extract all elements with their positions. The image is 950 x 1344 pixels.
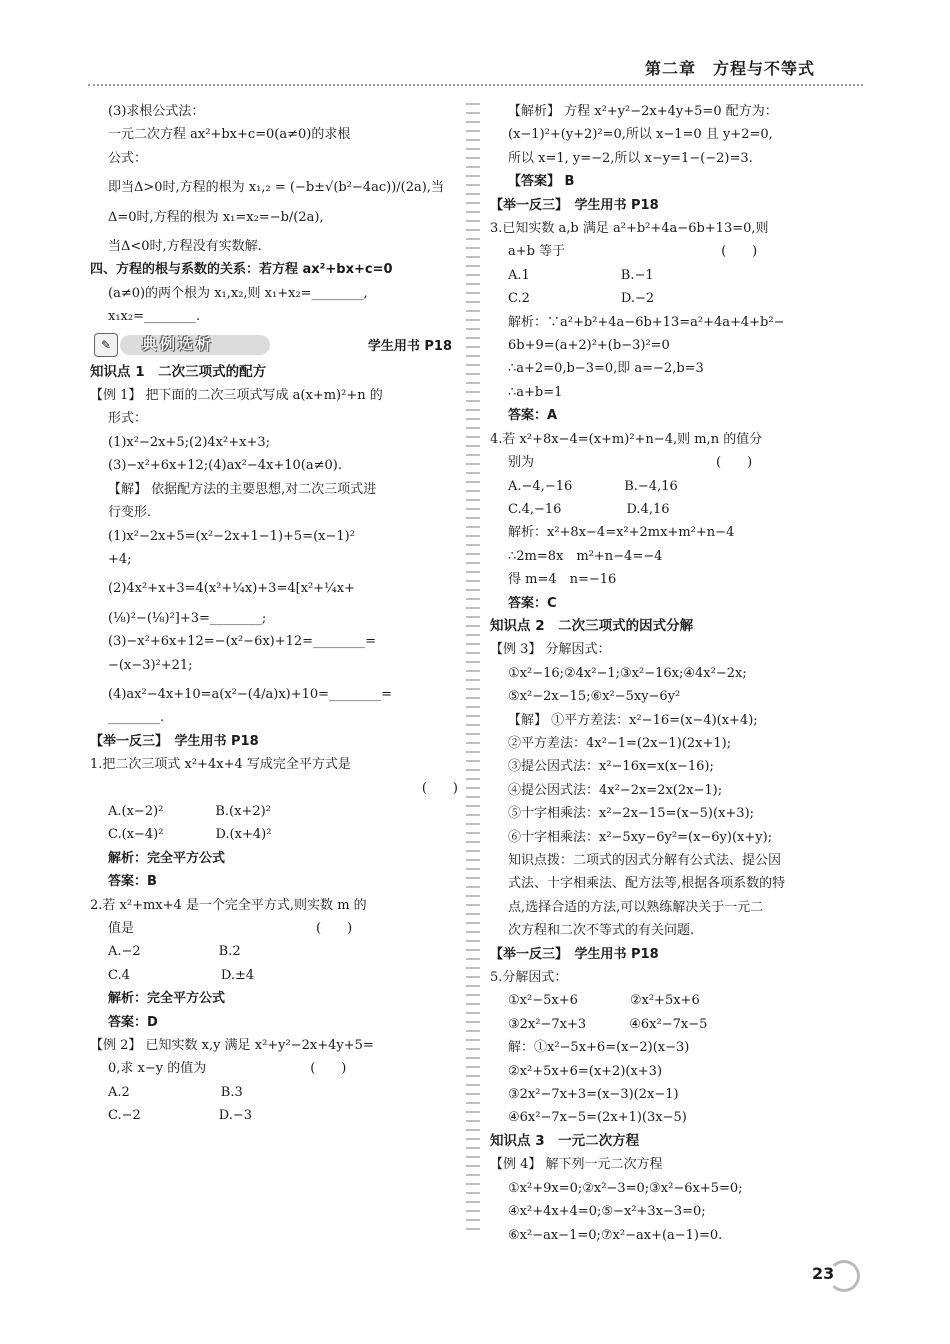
text-line: (3)求根公式法： [108, 104, 205, 119]
knowledge-point-heading: 知识点 1 二次三项式的配方 [90, 363, 267, 380]
text-line: (4)ax²−4x+10=a(x²−(4/a)x)+10=________= [108, 686, 392, 702]
chapter-header: 第二章 方程与不等式 [645, 59, 816, 78]
text-line: (3)−x²+6x+12=−(x²−6x)+12=________= [108, 634, 376, 650]
example-line: ①x²+9x=0;②x²−3=0;③x²−6x+5=0; [508, 1180, 743, 1196]
solution-line: 解：①x²−5x+6=(x−2)(x−3) [508, 1040, 690, 1056]
knowledge-point-heading: 知识点 3 一元二次方程 [490, 1132, 640, 1149]
banner-title: 典例选析 [142, 334, 215, 353]
example-line: 【例 2】 已知实数 x,y 满足 x²+y²−2x+4y+5= [90, 1038, 374, 1054]
option-line: C.−2 D.−3 [108, 1108, 253, 1124]
analysis-line: 解析：完全平方公式 [108, 991, 226, 1007]
example-line: 【例 3】 分解因式： [490, 642, 611, 658]
analysis-line: 解析：x²+8x−4=x²+2mx+m²+n−4 [508, 525, 735, 541]
option-line: C.2 D.−2 [508, 291, 655, 307]
text-line: (1)x²−2x+5=(x²−2x+1−1)+5=(x−1)² [108, 528, 355, 544]
answer-line: 答案：A [508, 408, 558, 424]
question-line: ①x²−5x+6 ②x²+5x+6 [508, 993, 700, 1009]
answer-bracket: ( ) [421, 780, 458, 796]
text-line: 【解】 依据配方法的主要思想,对二次三项式进 [108, 481, 377, 497]
right-column [490, 100, 858, 1247]
solution-line: ③提公因式法：x²−16x=x(x−16); [508, 759, 714, 775]
text-line: 【例 1】 把下面的二次三项式写成 a(x+m)²+n 的 [90, 388, 383, 404]
answer-line: 【答案】 B [508, 174, 575, 190]
text-line: 公式： [108, 150, 148, 166]
analysis-line: 解析：∵a²+b²+4a−6b+13=a²+4a+4+b²− [508, 314, 785, 330]
pencil-icon: ✎ [94, 333, 118, 357]
page-number [812, 1260, 856, 1288]
answer-line: 答案：B [108, 874, 157, 890]
text-line: ________. [108, 710, 165, 726]
tip-line: 式法、十字相乘法、配方法等,根据各项系数的特 [508, 876, 786, 892]
example-line: ④x²+4x+4=0;⑤−x²+3x−3=0; [508, 1204, 706, 1220]
tip-line: 次方程和二次不等式的有关问题. [508, 923, 695, 939]
page-number-text: 23 [812, 1264, 835, 1283]
example-line: 0,求 x−y 的值为 ( ) [108, 1061, 347, 1077]
analysis-line: ∴a+2=0,b−3=0,即 a=−2,b=3 [508, 361, 704, 377]
solution-line: ③2x²−7x+3=(x−3)(2x−1) [508, 1087, 679, 1103]
text-line: Δ=0时,方程的根为 x₁=x₂=−b/(2a), [108, 209, 324, 225]
option-line: A.(x−2)² B.(x+2)² [108, 803, 271, 819]
header-rule [88, 84, 863, 86]
option-line: C.(x−4)² D.(x+4)² [108, 827, 272, 843]
knowledge-point-heading: 知识点 2 二次三项式的因式分解 [490, 617, 694, 634]
section-banner [90, 331, 458, 359]
option-line: A.1 B.−1 [508, 267, 654, 283]
practice-heading: 【举一反三】 学生用书 P18 [90, 733, 259, 749]
tip-line: 知识点拨：二项式的因式分解有公式法、提公因 [508, 853, 782, 868]
solution-line: ⑥十字相乘法：x²−5xy−6y²=(x−6y)(x+y); [508, 829, 773, 845]
solution-line: ⑤十字相乘法：x²−2x−15=(x−5)(x+3); [508, 806, 755, 822]
example-line: ⑥x²−ax−1=0;⑦x²−ax+(a−1)=0. [508, 1227, 723, 1243]
text-line: 行变形. [108, 505, 152, 521]
text-line: 当Δ<0时,方程没有实数解. [108, 239, 262, 255]
analysis-line: 6b+9=(a+2)²+(b−3)²=0 [508, 338, 670, 354]
analysis-line: ∴a+b=1 [508, 384, 563, 400]
tip-line: 点,选择合适的方法,可以熟练解决关于一元二 [508, 899, 764, 915]
example-line: ①x²−16;②4x²−1;③x²−16x;④4x²−2x; [508, 665, 747, 681]
text-line: (a≠0)的两个根为 x₁,x₂,则 x₁+x₂=________, [108, 285, 368, 301]
question-line: 5.分解因式： [490, 970, 568, 986]
solution-line: 【解析】 方程 x²+y²−2x+4y+5=0 配方为： [508, 104, 778, 119]
text-line: (⅛)²−(⅛)²]+3=________; [108, 610, 267, 626]
analysis-line: 解析：完全平方公式 [108, 850, 226, 866]
solution-line: ②平方差法：4x²−1=(2x−1)(2x+1); [508, 735, 732, 751]
question-line: 1.把二次三项式 x²+4x+4 写成完全平方式是 [90, 757, 351, 773]
option-line: C.4 D.±4 [108, 967, 255, 983]
question-line: 别为 ( ) [508, 455, 753, 471]
text-line: (3)−x²+6x+12;(4)ax²−4x+10(a≠0). [108, 458, 342, 474]
text-line: (2)4x²+x+3=4(x²+¼x)+3=4[x²+¼x+ [108, 581, 355, 597]
text-line: (1)x²−2x+5;(2)4x²+x+3; [108, 434, 270, 450]
banner-reference: 学生用书 P18 [367, 338, 452, 354]
question-line: 4.若 x²+8x−4=(x+m)²+n−4,则 m,n 的值分 [490, 431, 763, 447]
option-line: A.−2 B.2 [108, 944, 241, 960]
analysis-line: ∴2m=8x m²+n−4=−4 [508, 548, 663, 564]
practice-heading: 【举一反三】 学生用书 P18 [490, 197, 659, 213]
text-line: 一元二次方程 ax²+bx+c=0(a≠0)的求根 [108, 127, 351, 143]
question-line: a+b 等于 ( ) [508, 244, 758, 260]
example-line: 【例 4】 解下列一元二次方程 [490, 1157, 663, 1173]
question-line: 2.若 x²+mx+4 是一个完全平方式,则实数 m 的 [90, 897, 367, 913]
text-line: −(x−3)²+21; [108, 657, 193, 673]
answer-line: 答案：D [108, 1014, 158, 1030]
option-line: A.−4,−16 B.−4,16 [508, 478, 678, 494]
text-line: 形式： [108, 411, 148, 427]
solution-line: 【解】 ①平方差法：x²−16=(x−4)(x+4); [508, 712, 758, 728]
option-line: A.2 B.3 [108, 1084, 243, 1100]
analysis-line: 得 m=4 n=−16 [508, 572, 617, 588]
practice-heading: 【举一反三】 学生用书 P18 [490, 946, 659, 962]
solution-line: ②x²+5x+6=(x+2)(x+3) [508, 1063, 663, 1079]
question-line: 3.已知实数 a,b 满足 a²+b²+4a−6b+13=0,则 [490, 221, 769, 237]
text-line: +4; [108, 551, 132, 567]
example-line: ⑤x²−2x−15;⑥x²−5xy−6y² [508, 689, 681, 705]
solution-line: ④提公因式法：4x²−2x=2x(2x−1); [508, 782, 723, 798]
section-heading: 四、方程的根与系数的关系：若方程 ax²+bx+c=0 [90, 262, 393, 278]
option-line: C.4,−16 D.4,16 [508, 501, 670, 517]
solution-line: 所以 x=1, y=−2,所以 x−y=1−(−2)=3. [508, 150, 753, 166]
question-line: ③2x²−7x+3 ④6x²−7x−5 [508, 1016, 708, 1032]
solution-line: (x−1)²+(y+2)²=0,所以 x−1=0 且 y+2=0, [508, 127, 773, 143]
left-column [90, 100, 458, 1128]
question-line: 值是 ( ) [108, 921, 353, 936]
column-divider [466, 100, 480, 1230]
solution-line: ④6x²−7x−5=(2x+1)(3x−5) [508, 1110, 687, 1126]
text-line: x₁x₂=________. [108, 309, 201, 325]
answer-line: 答案：C [508, 595, 557, 611]
text-line: 即当Δ>0时,方程的根为 x₁,₂ = (−b±√(b²−4ac))/(2a),当 [108, 180, 444, 196]
